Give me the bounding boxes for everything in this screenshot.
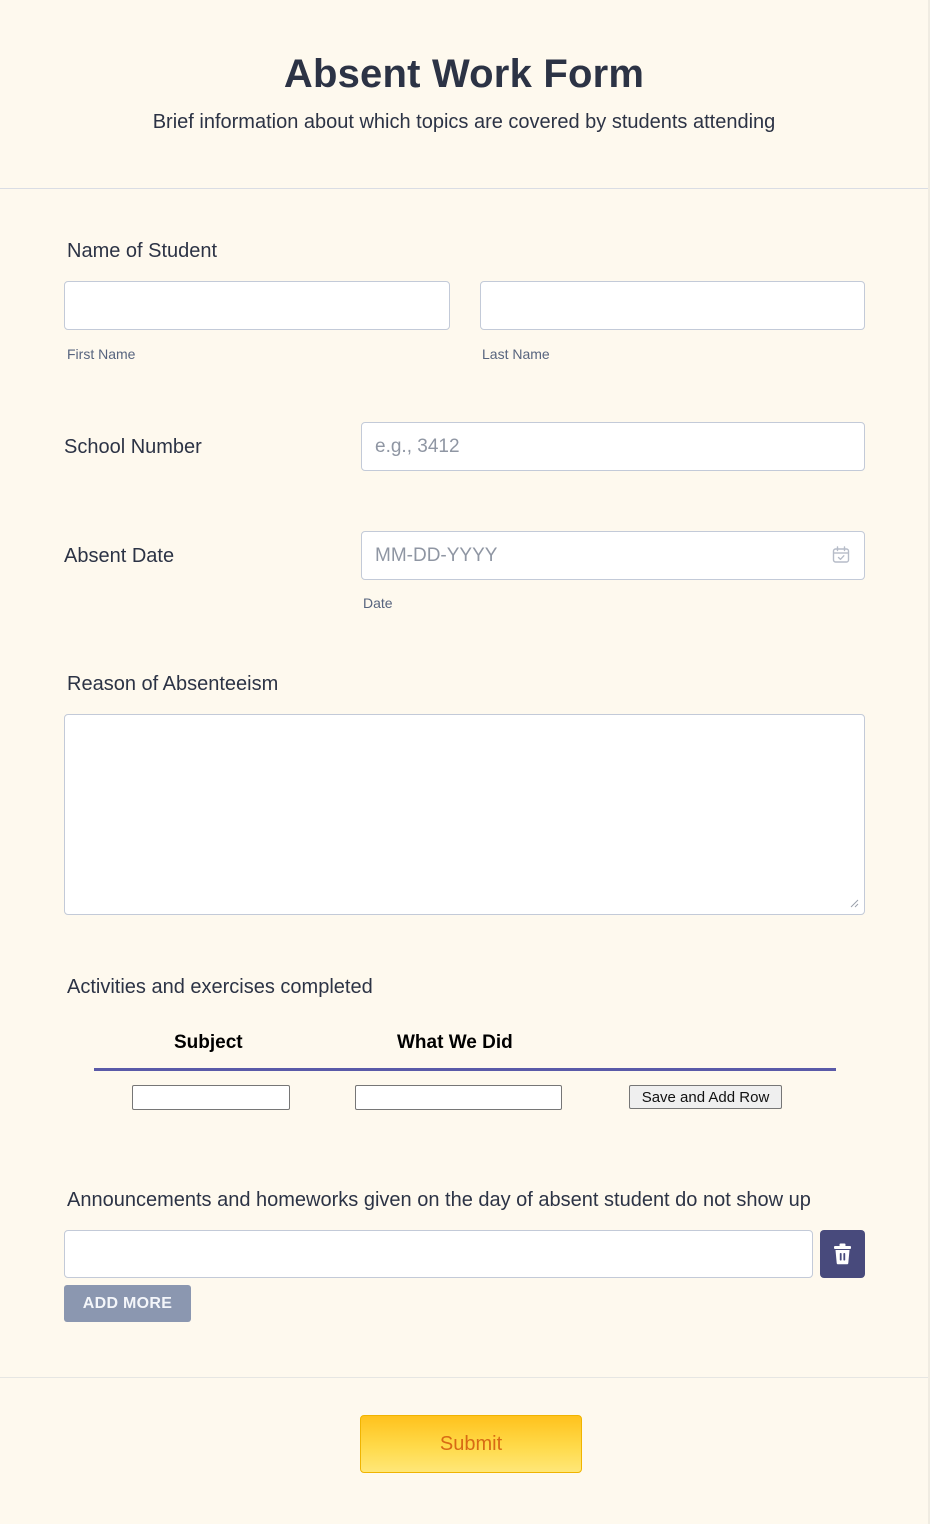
first-name-input[interactable]	[64, 281, 450, 330]
calendar-icon[interactable]	[832, 546, 850, 564]
save-and-add-row-button[interactable]: Save and Add Row	[629, 1085, 782, 1109]
reason-label: Reason of Absenteeism	[67, 673, 279, 695]
trash-icon	[833, 1243, 852, 1265]
submit-button[interactable]: Submit	[360, 1415, 582, 1473]
announcements-input[interactable]	[64, 1230, 813, 1278]
school-number-input[interactable]	[361, 422, 865, 471]
column-header-subject: Subject	[174, 1032, 243, 1053]
absent-date-label: Absent Date	[64, 545, 175, 567]
last-name-input[interactable]	[480, 281, 865, 330]
absent-date-sublabel: Date	[363, 595, 393, 611]
activities-label: Activities and exercises completed	[67, 976, 373, 998]
table-header-rule	[94, 1068, 836, 1071]
school-number-label: School Number	[64, 436, 202, 458]
what-we-did-input[interactable]	[355, 1085, 562, 1110]
absent-date-input[interactable]	[361, 531, 865, 580]
form-title: Absent Work Form	[283, 52, 645, 96]
column-header-what-we-did: What We Did	[397, 1032, 513, 1053]
form-subtitle: Brief information about which topics are covered by students attending	[152, 111, 776, 133]
resize-handle-icon[interactable]	[849, 898, 859, 908]
subject-input[interactable]	[132, 1085, 290, 1110]
add-more-button[interactable]: ADD MORE	[64, 1285, 191, 1322]
reason-textarea[interactable]	[64, 714, 865, 915]
first-name-sublabel: First Name	[67, 346, 136, 362]
footer-divider	[0, 1377, 928, 1378]
delete-button[interactable]	[820, 1230, 865, 1278]
announcements-label: Announcements and homeworks given on the day of absent student do not show up	[67, 1189, 811, 1211]
student-name-label: Name of Student	[67, 240, 218, 262]
last-name-sublabel: Last Name	[482, 346, 550, 362]
form-header	[0, 0, 928, 189]
